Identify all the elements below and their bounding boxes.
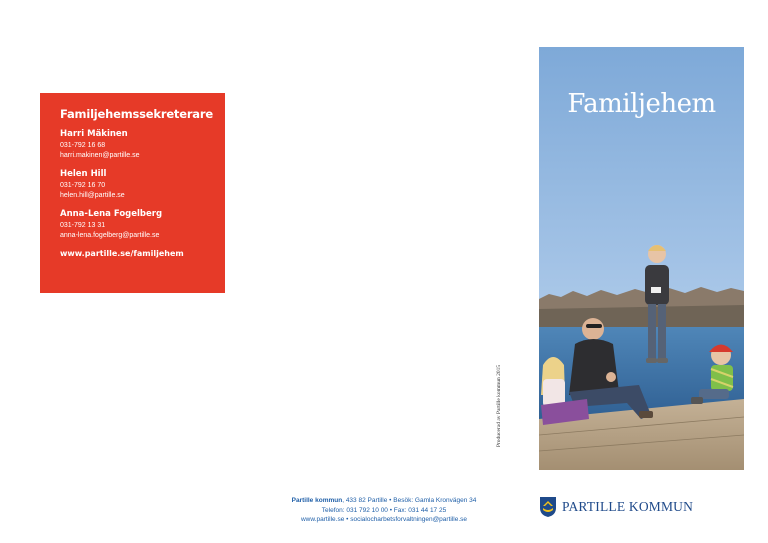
contact-person xyxy=(60,169,225,201)
partille-logo xyxy=(540,496,693,518)
footer-org-name: Partille kommun xyxy=(291,497,343,504)
person-email[interactable]: helen.hill@partille.se xyxy=(60,192,125,199)
footer-line-3[interactable]: www.partille.se • socialocharbetsforvaltningen@partille.se xyxy=(300,516,468,523)
person-email[interactable]: harri.makinen@partille.se xyxy=(60,152,140,159)
cover-photo xyxy=(539,47,744,470)
person-phone: 031-792 16 68 xyxy=(60,142,106,149)
footer-address-text: , 433 82 Partille • Besök: Gamla Kronvägen 34 xyxy=(342,497,477,504)
footer-address xyxy=(270,496,498,525)
footer-line-1 xyxy=(270,496,498,506)
person-name: Anna-Lena Fogelberg xyxy=(60,209,163,219)
partille-crest-icon xyxy=(540,496,556,518)
person-email[interactable]: anna-lena.fogelberg@partille.se xyxy=(60,232,160,239)
person-name: Harri Mäkinen xyxy=(60,129,128,139)
cover-title: Familjehem xyxy=(567,89,716,119)
website-link[interactable]: www.partille.se/familjehem xyxy=(60,249,184,258)
footer-line-2: Telefon: 031 792 10 00 • Fax: 031 44 17 25 xyxy=(321,506,447,514)
producer-note: Producerad av Partille kommun 2015 xyxy=(496,364,502,448)
person-name: Helen Hill xyxy=(60,169,107,179)
contact-person xyxy=(60,129,225,161)
contact-box xyxy=(40,93,225,293)
contact-person xyxy=(60,209,225,241)
contact-title: Familjehemssekreterare xyxy=(60,107,213,121)
person-phone: 031-792 16 70 xyxy=(60,182,106,189)
person-phone: 031-792 13 31 xyxy=(60,222,106,229)
logo-text: PARTILLE KOMMUN xyxy=(562,499,694,514)
